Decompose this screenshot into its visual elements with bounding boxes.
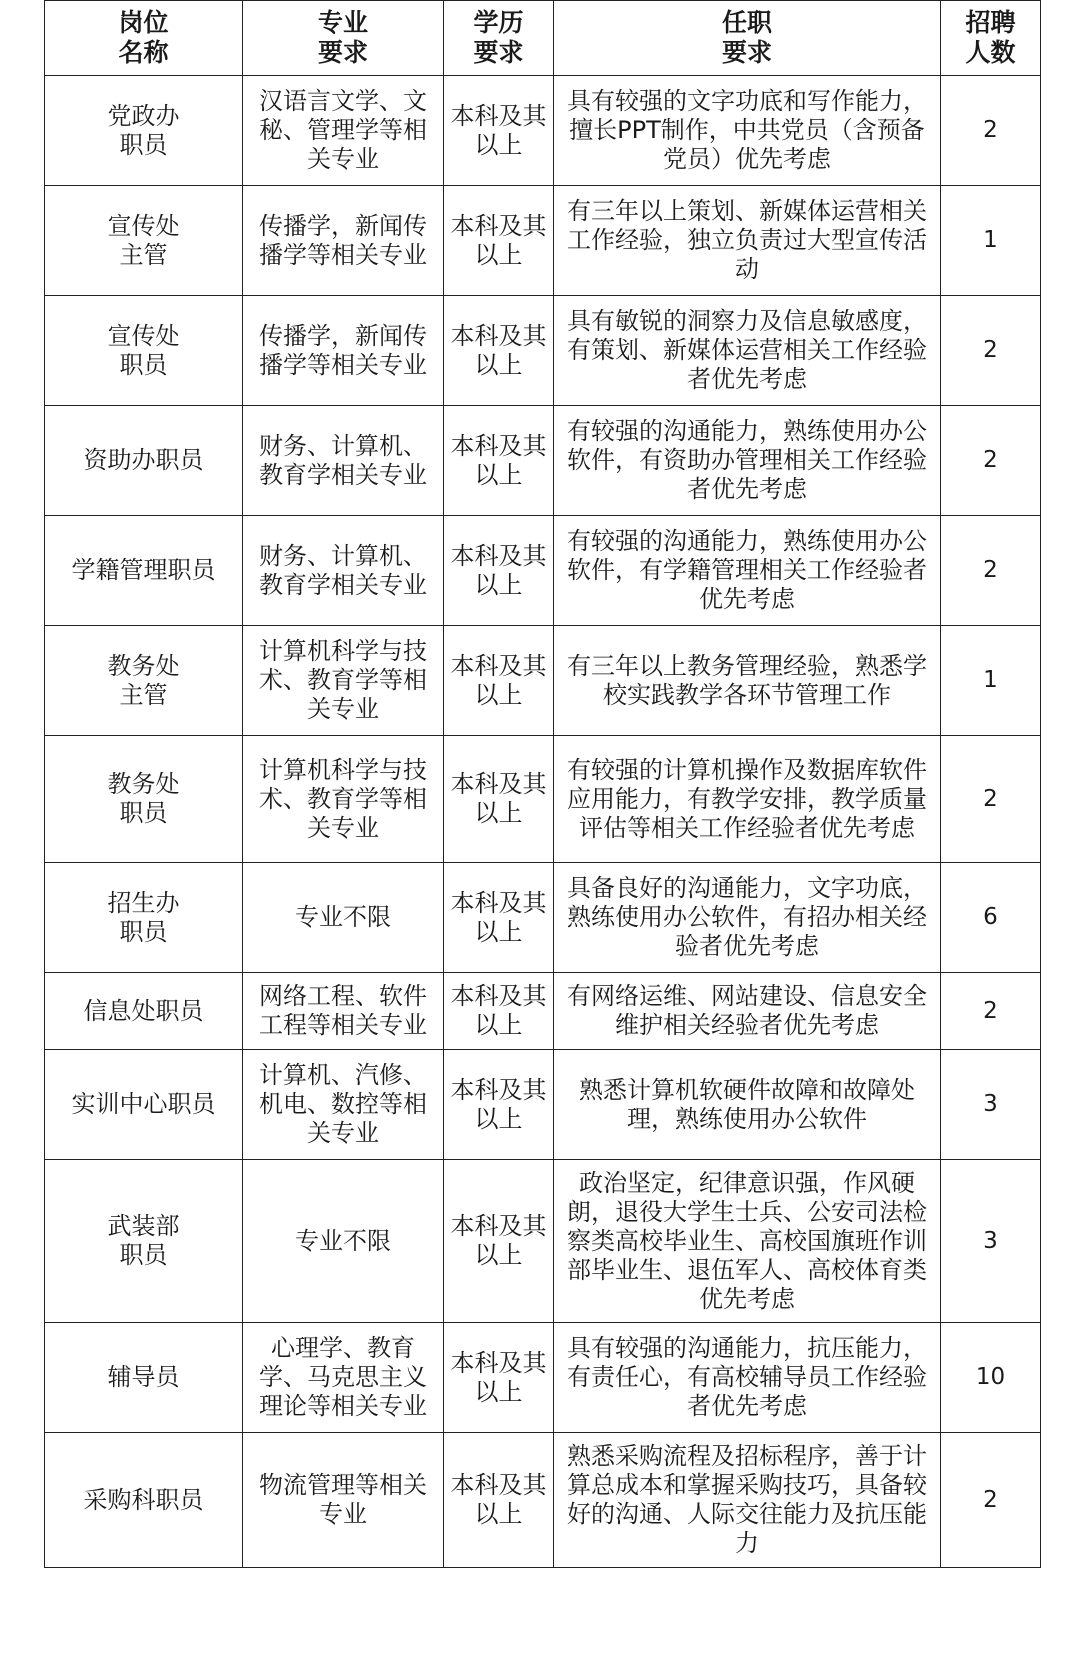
cell-major: 专业不限 [243, 863, 444, 973]
cell-count: 2 [941, 736, 1041, 863]
cell-education: 本科及其 以上 [444, 186, 554, 296]
cell-major: 物流管理等相关专业 [243, 1433, 444, 1568]
cell-education: 本科及其 以上 [444, 406, 554, 516]
cell-position: 实训中心职员 [45, 1050, 243, 1160]
cell-education: 本科及其 以上 [444, 1323, 554, 1433]
cell-count: 1 [941, 626, 1041, 736]
table-row [45, 296, 1041, 406]
cell-count: 2 [941, 296, 1041, 406]
table-row [45, 973, 1041, 1050]
table-row [45, 736, 1041, 863]
table-row [45, 516, 1041, 626]
header-requirement: 任职 要求 [554, 1, 941, 76]
table-row [45, 626, 1041, 736]
cell-position: 党政办 职员 [45, 76, 243, 186]
table-header [45, 1, 1041, 76]
table-row [45, 863, 1041, 973]
cell-major: 传播学，新闻传播学等相关专业 [243, 296, 444, 406]
cell-count: 2 [941, 973, 1041, 1050]
table-row [45, 186, 1041, 296]
cell-requirement: 有较强的沟通能力，熟练使用办公软件，有学籍管理相关工作经验者优先考虑 [554, 516, 941, 626]
cell-education: 本科及其 以上 [444, 863, 554, 973]
cell-requirement: 具有较强的沟通能力，抗压能力，有责任心，有高校辅导员工作经验者优先考虑 [554, 1323, 941, 1433]
table-body [45, 76, 1041, 1568]
table-row [45, 1050, 1041, 1160]
cell-position: 采购科职员 [45, 1433, 243, 1568]
cell-count: 2 [941, 76, 1041, 186]
cell-count: 1 [941, 186, 1041, 296]
cell-position: 武装部 职员 [45, 1160, 243, 1323]
cell-education: 本科及其 以上 [444, 1160, 554, 1323]
cell-position: 教务处 主管 [45, 626, 243, 736]
cell-requirement: 有网络运维、网站建设、信息安全维护相关经验者优先考虑 [554, 973, 941, 1050]
table-row [45, 1160, 1041, 1323]
table-row [45, 76, 1041, 186]
cell-position: 招生办 职员 [45, 863, 243, 973]
cell-requirement: 具有敏锐的洞察力及信息敏感度，有策划、新媒体运营相关工作经验者优先考虑 [554, 296, 941, 406]
cell-requirement: 有三年以上教务管理经验，熟悉学校实践教学各环节管理工作 [554, 626, 941, 736]
cell-major: 计算机科学与技术、教育学等相关专业 [243, 736, 444, 863]
cell-requirement: 熟悉采购流程及招标程序，善于计算总成本和掌握采购技巧，具备较好的沟通、人际交往能力及抗压能力 [554, 1433, 941, 1568]
header-major: 专业 要求 [243, 1, 444, 76]
cell-major: 计算机科学与技术、教育学等相关专业 [243, 626, 444, 736]
table-row [45, 1323, 1041, 1433]
cell-requirement: 具有较强的文字功底和写作能力，擅长PPT制作，中共党员（含预备党员）优先考虑 [554, 76, 941, 186]
table-row [45, 1433, 1041, 1568]
cell-major: 网络工程、软件工程等相关专业 [243, 973, 444, 1050]
table-row [45, 406, 1041, 516]
cell-education: 本科及其 以上 [444, 1050, 554, 1160]
cell-major: 汉语言文学、文秘、管理学等相关专业 [243, 76, 444, 186]
cell-position: 宣传处 主管 [45, 186, 243, 296]
cell-education: 本科及其 以上 [444, 516, 554, 626]
header-education: 学历 要求 [444, 1, 554, 76]
cell-requirement: 有三年以上策划、新媒体运营相关工作经验，独立负责过大型宣传活动 [554, 186, 941, 296]
cell-education: 本科及其 以上 [444, 1433, 554, 1568]
cell-education: 本科及其 以上 [444, 296, 554, 406]
cell-position: 学籍管理职员 [45, 516, 243, 626]
cell-education: 本科及其 以上 [444, 973, 554, 1050]
recruitment-table [44, 0, 1041, 1568]
cell-count: 3 [941, 1050, 1041, 1160]
cell-requirement: 熟悉计算机软硬件故障和故障处理，熟练使用办公软件 [554, 1050, 941, 1160]
cell-major: 专业不限 [243, 1160, 444, 1323]
header-count: 招聘 人数 [941, 1, 1041, 76]
cell-major: 传播学，新闻传播学等相关专业 [243, 186, 444, 296]
cell-position: 资助办职员 [45, 406, 243, 516]
cell-requirement: 政治坚定，纪律意识强，作风硬朗，退役大学生士兵、公安司法检察类高校毕业生、高校国旗班作训部毕业生、退伍军人、高校体育类优先考虑 [554, 1160, 941, 1323]
cell-major: 计算机、汽修、机电、数控等相关专业 [243, 1050, 444, 1160]
cell-position: 宣传处 职员 [45, 296, 243, 406]
cell-position: 教务处 职员 [45, 736, 243, 863]
cell-education: 本科及其 以上 [444, 736, 554, 863]
cell-major: 财务、计算机、教育学相关专业 [243, 516, 444, 626]
cell-position: 辅导员 [45, 1323, 243, 1433]
cell-major: 财务、计算机、教育学相关专业 [243, 406, 444, 516]
cell-major: 心理学、教育学、马克思主义理论等相关专业 [243, 1323, 444, 1433]
header-position: 岗位 名称 [45, 1, 243, 76]
cell-requirement: 具备良好的沟通能力，文字功底，熟练使用办公软件，有招办相关经验者优先考虑 [554, 863, 941, 973]
cell-position: 信息处职员 [45, 973, 243, 1050]
cell-count: 3 [941, 1160, 1041, 1323]
cell-count: 10 [941, 1323, 1041, 1433]
cell-count: 6 [941, 863, 1041, 973]
cell-requirement: 有较强的沟通能力，熟练使用办公软件，有资助办管理相关工作经验者优先考虑 [554, 406, 941, 516]
cell-count: 2 [941, 1433, 1041, 1568]
cell-education: 本科及其 以上 [444, 76, 554, 186]
header-row [45, 1, 1041, 76]
cell-count: 2 [941, 406, 1041, 516]
cell-requirement: 有较强的计算机操作及数据库软件应用能力，有教学安排，教学质量评估等相关工作经验者优先考虑 [554, 736, 941, 863]
cell-education: 本科及其 以上 [444, 626, 554, 736]
cell-count: 2 [941, 516, 1041, 626]
